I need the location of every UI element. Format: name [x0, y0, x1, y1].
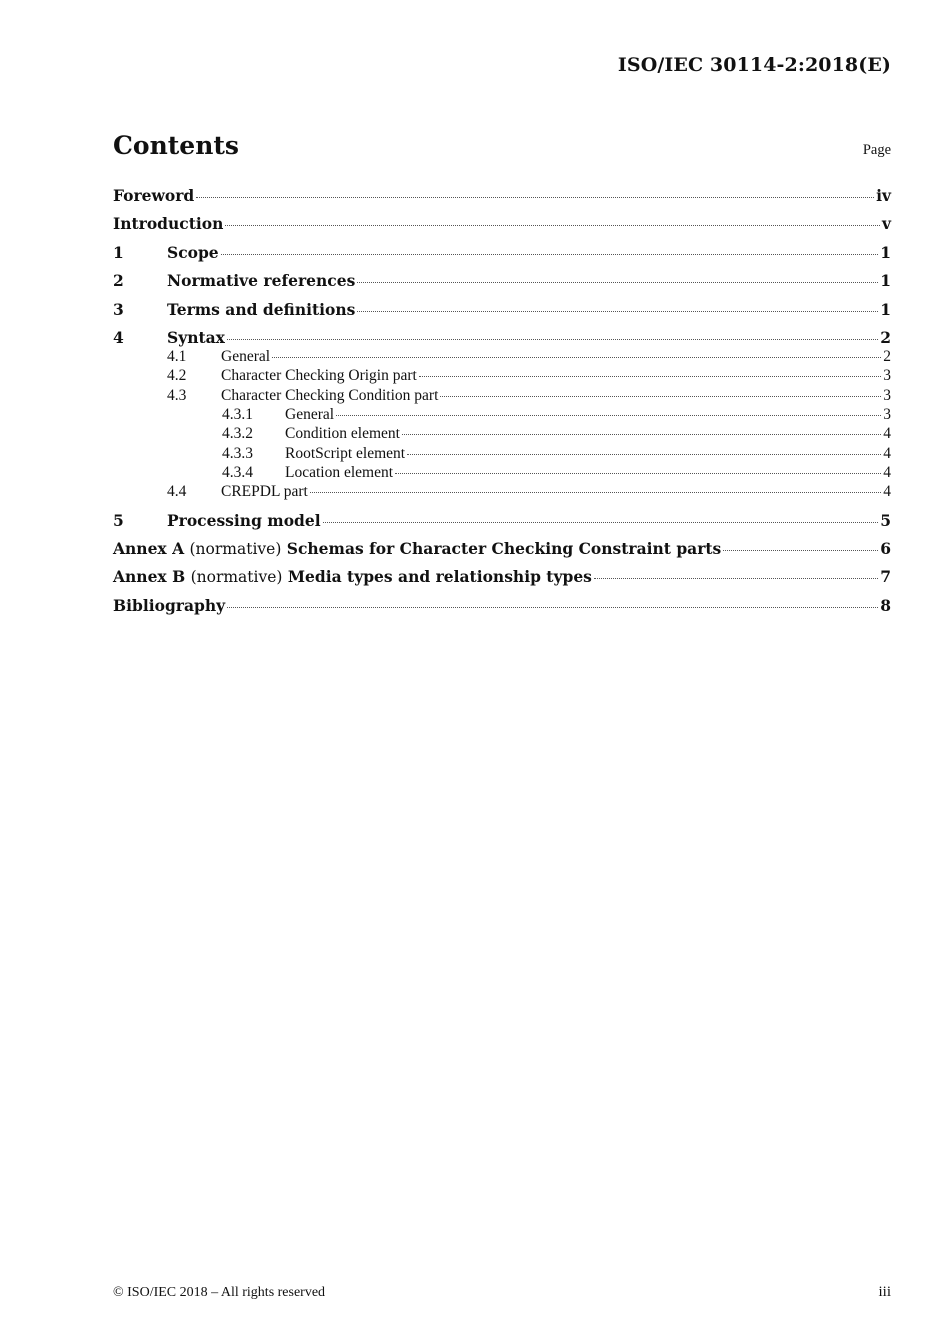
- toc-entry-title: General: [221, 348, 271, 365]
- toc-entry-4-3-3-rootscript-element[interactable]: [113, 445, 891, 464]
- toc-entry-title: Location element: [285, 464, 394, 481]
- toc-entry-title: Normative references: [167, 271, 356, 290]
- dot-leader: [310, 492, 881, 493]
- toc-entry-number: 4.4: [167, 483, 187, 500]
- toc-entry-processing-model[interactable]: [113, 511, 891, 533]
- toc-entry-bibliography[interactable]: [113, 596, 891, 618]
- toc-entry-4-3-4-location-element[interactable]: [113, 464, 891, 483]
- toc-entry-terms-and-definitions[interactable]: [113, 300, 891, 322]
- dot-leader: [221, 254, 879, 255]
- annex-label: Annex B: [113, 567, 186, 586]
- toc-entry-4-1-general[interactable]: [113, 348, 891, 367]
- copyright-notice: © ISO/IEC 2018 – All rights reserved: [113, 1285, 326, 1300]
- dot-leader: [723, 550, 878, 551]
- toc-entry-title: Syntax: [167, 328, 225, 347]
- annex-title: Media types and relationship types: [287, 567, 592, 586]
- toc-entry-normative-references[interactable]: [113, 271, 891, 293]
- toc-entry-scope[interactable]: [113, 243, 891, 265]
- toc-entry-number: 3: [113, 300, 124, 319]
- toc-entry-number: 5: [113, 511, 124, 530]
- toc-entry-page: 1: [880, 243, 891, 262]
- toc-entry-page: 4: [883, 464, 891, 481]
- dot-leader: [196, 197, 874, 198]
- toc-entry-title: Character Checking Origin part: [221, 367, 417, 384]
- toc-entry-page: 4: [883, 483, 891, 500]
- annex-kind: (normative): [189, 540, 282, 558]
- toc-entry-annex-b[interactable]: [113, 567, 891, 589]
- toc-entry-title: Terms and definitions: [167, 300, 356, 319]
- toc-entry-number: 4.3.4: [222, 464, 253, 481]
- annex-label: Annex A: [113, 539, 185, 558]
- toc-entry-number: 4.3.3: [222, 445, 253, 462]
- toc-entry-title: General: [285, 406, 335, 423]
- toc-entry-number: 4.2: [167, 367, 187, 384]
- toc-entry-title: Scope: [167, 243, 219, 262]
- toc-entry-page: v: [881, 214, 891, 233]
- toc-entry-title: Character Checking Condition part: [221, 387, 439, 404]
- toc-entry-introduction[interactable]: [113, 214, 891, 236]
- dot-leader: [227, 339, 878, 340]
- toc-entry-page: 4: [883, 425, 891, 442]
- toc-entry-title: [113, 567, 592, 586]
- dot-leader: [227, 607, 878, 608]
- toc-entry-page: 2: [883, 348, 891, 365]
- contents-heading: Contents: [113, 131, 240, 160]
- dot-leader: [395, 473, 881, 474]
- annex-kind: (normative): [190, 568, 283, 586]
- toc-entry-title: Condition element: [285, 425, 400, 442]
- dot-leader: [407, 454, 881, 455]
- toc-entry-title: RootScript element: [285, 445, 406, 462]
- toc-entry-page: 5: [880, 511, 891, 530]
- annex-title: Schemas for Character Checking Constraint parts: [286, 539, 722, 558]
- toc-entry-title: Bibliography: [113, 596, 226, 615]
- toc-entry-number: 1: [113, 243, 124, 262]
- toc-entry-foreword[interactable]: [113, 186, 891, 208]
- dot-leader: [225, 225, 880, 226]
- toc-entry-number: 4: [113, 328, 124, 347]
- toc-entry-4-3-condition-part[interactable]: [113, 387, 891, 406]
- dot-leader: [594, 578, 878, 579]
- toc-entry-number: 2: [113, 271, 124, 290]
- toc-entry-4-3-1-general[interactable]: [113, 406, 891, 425]
- document-identifier: ISO/IEC 30114-2:2018(E): [617, 54, 891, 76]
- toc-entry-title: Foreword: [113, 186, 195, 205]
- toc-entry-page: 4: [883, 445, 891, 462]
- toc-entry-title: Introduction: [113, 214, 224, 233]
- toc-entry-4-3-2-condition-element[interactable]: [113, 425, 891, 444]
- dot-leader: [323, 522, 879, 523]
- toc-entry-page: 1: [880, 271, 891, 290]
- toc-entry-page: 3: [883, 367, 891, 384]
- toc-entry-page: 1: [880, 300, 891, 319]
- toc-entry-number: 4.3: [167, 387, 187, 404]
- toc-entry-title: Processing model: [167, 511, 321, 530]
- toc-entry-number: 4.3.1: [222, 406, 253, 423]
- page-number: iii: [878, 1284, 891, 1300]
- toc-entry-number: 4.3.2: [222, 425, 253, 442]
- page-column-label: Page: [862, 142, 891, 158]
- toc-entry-annex-a[interactable]: [113, 539, 891, 561]
- toc-entry-title: [113, 539, 721, 558]
- dot-leader: [402, 434, 881, 435]
- toc-entry-number: 4.1: [167, 348, 187, 365]
- dot-leader: [272, 357, 881, 358]
- toc-entry-page: 6: [880, 539, 891, 558]
- toc-entry-page: 8: [880, 596, 891, 615]
- toc-entry-title: CREPDL part: [221, 483, 308, 500]
- toc-entry-page: 3: [883, 387, 891, 404]
- dot-leader: [336, 415, 881, 416]
- toc-entry-page: 3: [883, 406, 891, 423]
- toc-entry-syntax[interactable]: [113, 328, 891, 350]
- dot-leader: [440, 396, 881, 397]
- toc-entry-page: iv: [876, 186, 891, 205]
- dot-leader: [357, 282, 878, 283]
- toc-entry-page: 2: [880, 328, 891, 347]
- dot-leader: [357, 311, 878, 312]
- toc-entry-4-4-crepdl-part[interactable]: [113, 483, 891, 502]
- toc-entry-4-2-origin-part[interactable]: [113, 367, 891, 386]
- dot-leader: [419, 376, 881, 377]
- toc-entry-page: 7: [880, 567, 891, 586]
